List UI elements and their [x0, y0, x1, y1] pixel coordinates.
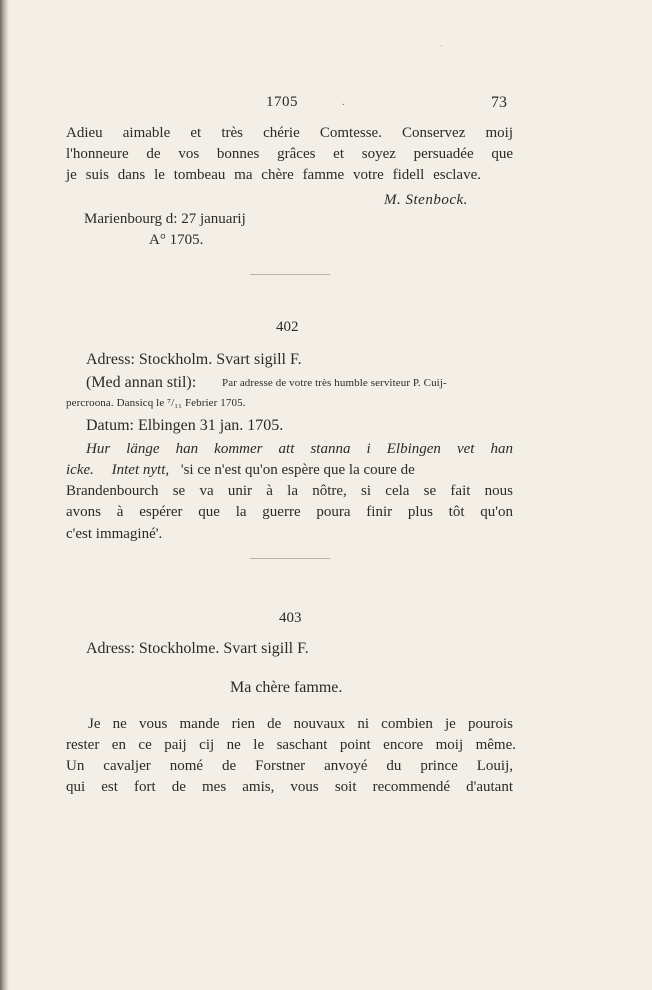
- summary-italic: Intet nytt,: [111, 462, 170, 478]
- place-date: Marienbourg d: 27 januarij: [84, 211, 246, 227]
- signature: M. Stenbock.: [384, 192, 468, 208]
- letter-number: 402: [276, 319, 299, 335]
- paragraph-line: Adieu aimable et très chérie Comtesse. Conservez moij: [66, 125, 513, 141]
- salutation: Ma chère famme.: [230, 679, 343, 696]
- paragraph-line: c'est immaginé'.: [66, 526, 163, 542]
- med-annan-stil-text: Par adresse de votre très humble serviteur P. Cuij-: [222, 377, 447, 389]
- page-speck: ·: [440, 42, 443, 51]
- paragraph-line: Brandenbourch se va unir à la nôtre, si cela se fait nous: [66, 483, 513, 499]
- paragraph-line: je suis dans le tombeau ma chère famme votre fidell esclave.: [66, 167, 481, 183]
- quoted-text: 'si ce n'est qu'on espère que la coure de: [180, 462, 415, 478]
- header-dot: .: [342, 96, 345, 108]
- med-annan-stil-label: (Med annan stil):: [86, 374, 197, 391]
- address-line: Adress: Stockholm. Svart sigill F.: [86, 351, 302, 368]
- med-annan-stil-text: percroona. Dansicq le ⁷/₁₁ Febrier 1705.: [66, 397, 246, 409]
- paragraph-line: qui est fort de mes amis, vous soit recommendé d'autant: [66, 779, 513, 795]
- year-line: A° 1705.: [149, 232, 204, 248]
- summary-line: Hur länge han kommer att stanna i Elbingen vet han: [86, 441, 513, 457]
- summary-line: [66, 463, 513, 478]
- datum-line: Datum: Elbingen 31 jan. 1705.: [86, 417, 284, 434]
- page-binding-edge: [0, 0, 9, 990]
- section-divider: [250, 274, 330, 275]
- paragraph-line: rester en ce paij cij ne le saschant point encore moij même.: [66, 737, 516, 753]
- paragraph-line: Un cavaljer nomé de Forstner anvoyé du prince Louij,: [66, 758, 513, 774]
- letter-number: 403: [279, 610, 302, 626]
- section-divider: [250, 558, 330, 559]
- page-number: 73: [491, 94, 507, 111]
- summary-italic: icke.: [66, 462, 94, 478]
- address-line: Adress: Stockholme. Svart sigill F.: [86, 640, 309, 657]
- paragraph-line: l'honneure de vos bonnes grâces et soyez persuadée que: [66, 146, 513, 162]
- paragraph-line: avons à espérer que la guerre poura finir plus tôt qu'on: [66, 504, 513, 520]
- running-header-year: 1705: [266, 94, 298, 110]
- paragraph-line: Je ne vous mande rien de nouvaux ni combien je pourois: [88, 716, 513, 732]
